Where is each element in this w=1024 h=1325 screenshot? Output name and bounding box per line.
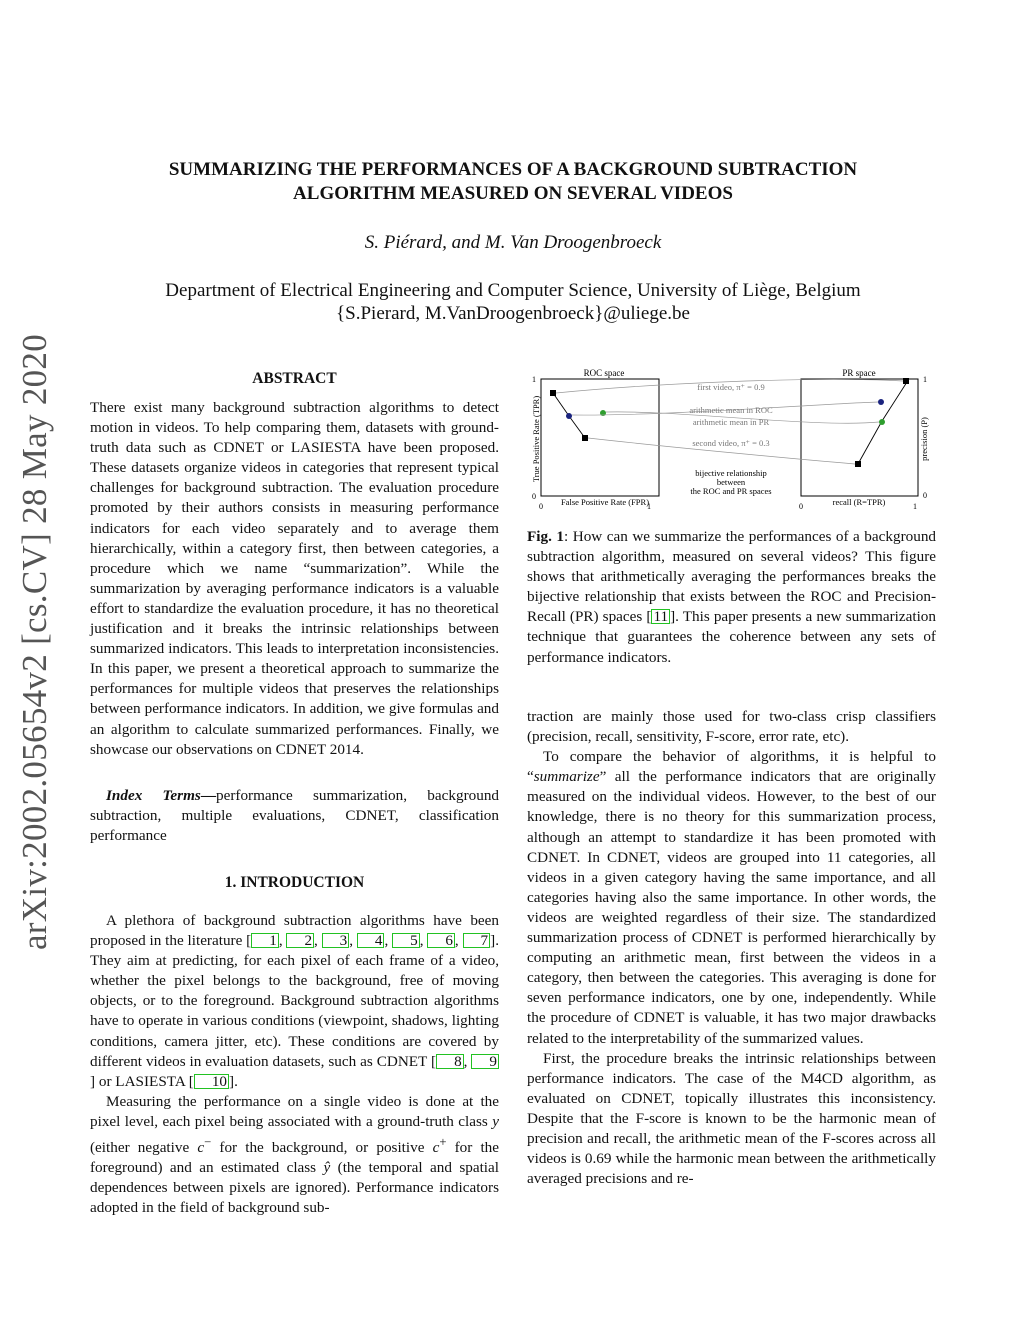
cite-link[interactable]: 6 [427,933,455,948]
cite-link[interactable]: 5 [392,933,420,948]
roc-tick-x0: 0 [539,502,543,511]
pr-arith-mean-roc-point [878,399,884,405]
cite-link[interactable]: 1 [251,933,279,948]
cite-link[interactable]: 11 [653,608,669,626]
cite-link[interactable]: 3 [322,933,350,948]
pr-second-video-point [855,461,861,467]
cite-link[interactable]: 9 [471,1054,499,1069]
pr-plot-frame [801,379,918,496]
roc-xlabel: False Positive Rate (FPR) [560,497,650,507]
label-bijective-1: bijective relationship [695,468,767,478]
pr-tick-y1: 1 [923,375,927,384]
label-second-video: second video, π⁺ = 0.3 [692,438,770,448]
pr-ylabel: precision (P) [919,417,929,461]
paper-title: SUMMARIZING THE PERFORMANCES OF A BACKGROUND SUBTRACTION ALGORITHM MEASURED ON SEVERAL VIDEOS [168,159,858,204]
roc-tick-y0: 0 [532,492,536,501]
label-bijective-3: the ROC and PR spaces [690,486,772,496]
right-column-text [527,707,936,1189]
email: {S.Pierard, M.VanDroogenbroeck}@uliege.be [336,303,690,324]
right-paragraph-2: To compare the behavior of algorithms, it is helpful to “summarize” all the performance indicators that are originally measured on the individual videos. However, to the best of our knowledge, there is no theory for this summarization process, although an attempt to standardize it has been promoted with CDNET. In CDNET, videos are grouped into 11 categories, all videos in a given category having the same importance, and all categories having also the same importance. In other words, the videos are weighted regardless of their size. The standardized summarization process of CDNET is performed hierarchically by computing an arithmetic mean, first between the videos in a category, then between the categories. This averaging is done for seven performance indicators, one by one, independently. While the procedure of CDNET is valuable, it has two major drawbacks related to the interpretability of the summarized values. [527,748,936,1047]
pr-tick-y0: 0 [923,491,927,500]
right-paragraph-3: First, the procedure breaks the intrinsic relationships between performance indicators. The case of the M4CD algorithm, as evaluated on CDNET, topically illustrates this inconsistency. Despite that the F-score is known to be the harmonic mean of precision and recall, the arithmetic mean of the F-scores across all videos is 0.69 while the harmonic mean between the arithmetically averaged precisions and re- [527,1049,936,1188]
roc-ylabel: True Positive Rate (TPR) [531,395,541,483]
abstract-text: There exist many background subtraction algorithms to detect motion in videos. To help comparing them, datasets with ground-truth data such as CDNET or LASIESTA have been proposed. These datasets organize videos in categories that represent typical challenges for background subtraction. The evaluation procedure promoted by their authors consists in measuring performance indicators for each video separately and to average them hierarchically, within a category first, then between categories, a procedure which we name “summarization”. While the summarization by averaging performance indicators is a valuable effort to standardize the evaluation procedure, it has no theoretical justification and it breaks the intrinsic relationships between summarized indicators. This leads to interpretation inconsistencies. In this paper, we present a theoretical approach to summarize the performances for multiple videos that preserves the relationships between performance indicators. In addition, we give formulas and an algorithm to calculate summarized performances. Finally, we showcase our observations on CDNET 2014. [90,399,499,758]
roc-plot-frame [541,379,659,496]
roc-segment [569,416,585,438]
roc-second-video-point [582,435,588,441]
label-bijective-2: between [716,477,746,487]
pr-tick-x0: 0 [799,502,803,511]
roc-segment [553,393,569,416]
label-arith-mean-roc: arithmetic mean in ROC [689,405,773,415]
authors: S. Piérard, and M. Van Droogenbroeck [364,232,662,253]
abstract-heading: ABSTRACT [252,370,337,387]
roc-arith-mean-roc-point [566,413,572,419]
cite-link[interactable]: 10 [194,1074,229,1089]
index-terms: Index Terms—performance summarization, background subtraction, multiple evaluations, CDNET, classification performance [90,787,500,845]
pr-tick-x1: 1 [913,502,917,511]
intro-heading: 1. INTRODUCTION [224,874,365,891]
right-paragraph-1: traction are mainly those used for two-class crisp classifiers (precision, recall, sensitivity, F-score, error rate, etc). [527,708,936,746]
roc-title: ROC space [583,368,625,378]
cite-link[interactable]: 2 [286,933,314,948]
pr-segment [858,421,882,464]
cite-link[interactable]: 8 [436,1054,464,1069]
intro-paragraph-2: Measuring the performance on a single video is done at the pixel level, each pixel being associated with a ground-truth class y (either negative c− for the background, or positive c+ for the foreground) and an estimated class ŷ (the temporal and spatial dependences between pixels are ignored). Performance indicators adopted in the field of background sub- [90,1092,500,1217]
pr-arith-mean-pr-point [879,419,885,425]
pr-title: PR space [842,368,876,378]
roc-tick-y1: 1 [532,375,536,384]
roc-first-video-point [550,390,556,396]
figure-1 [527,364,945,514]
label-arith-mean-pr: arithmetic mean in PR [692,417,770,427]
roc-tick-x1: 1 [647,502,651,511]
pr-segment [882,382,907,421]
intro-text [90,911,499,1218]
figure-caption: Fig. 1: How can we summarize the performances of a background subtraction algorithm, measured on several videos? This figure shows that arithmetically averaging the performances breaks the bijective relationship that exists between the ROC and Precision-Recall (PR) spaces [ 11 ]. This paper presents a new summarization technique that guarantees the coherence between any sets of performance indicators. [527,528,937,666]
cite-link[interactable]: 7 [463,933,491,948]
affiliation: Department of Electrical Engineering and Computer Science, University of Liège, Belgium {S.Pierard, M.VanDroogenbroeck}@uliege.be [100,279,926,325]
cite-link[interactable]: 4 [357,933,385,948]
pr-xlabel: recall (R=TPR) [832,497,886,507]
pr-first-video-point [903,378,909,384]
arxiv-side-label: arXiv:2002.05654v2 [cs.CV] 28 May 2020 [15,333,54,951]
label-first-video: first video, π⁺ = 0.9 [697,382,765,392]
intro-paragraph-1: A plethora of background subtraction algorithms have been proposed in the literature [ 1 , 2 , 3 , 4 , 5 , 6 , 7 ]. They aim at predicting, for each pixel of each frame of a video, whether the pixel belongs to the background, free of moving objects, or to the foreground. Background subtraction algorithms have to operate in various conditions (viewpoint, shadows, lighting conditions, camera jitter, etc). These conditions are covered by different videos in evaluation datasets, such as CDNET [ 8 , 9] or LASIESTA [ 10 ]. [90,912,499,1090]
